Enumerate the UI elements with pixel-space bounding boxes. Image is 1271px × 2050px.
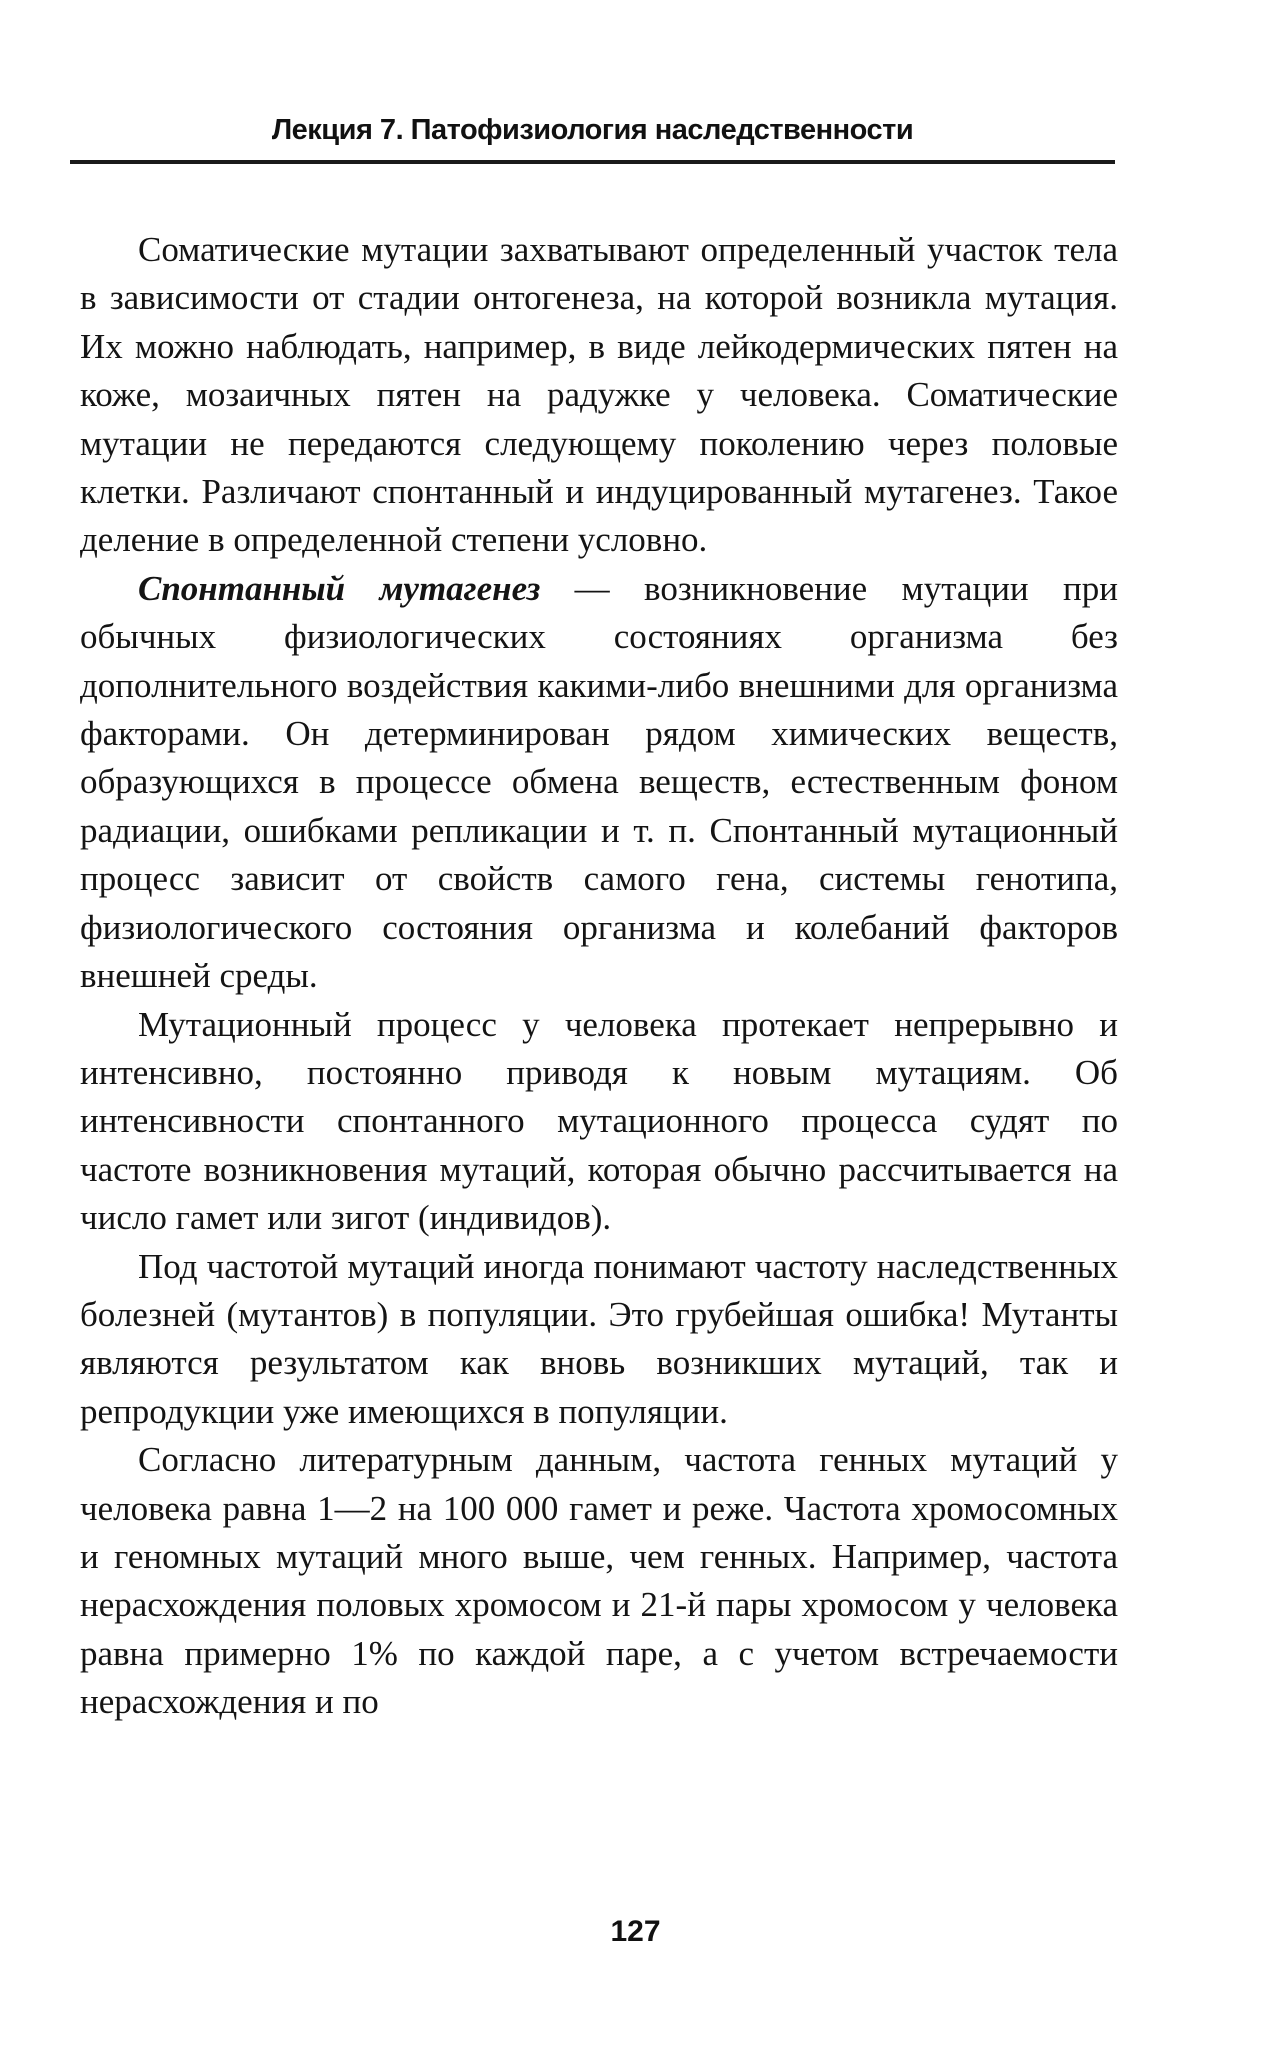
paragraph-text: Соматические мутации захватывают определенный участок тела в зависимости от стадии онтогенеза, на которой возникла мутация. Их можно наблюдать, например, в виде лейкодермических пятен на коже, мозаичных пятен на радужке у человека. Соматические мутации не передаются следующему поколению через половые клетки. Различают спонтанный и индуцированный мутагенез. Такое деление в определенной степени условно. — [80, 230, 1118, 560]
running-header: Лекция 7. Патофизиология наследственности — [271, 114, 914, 146]
paragraph-somatic-mutations — [80, 226, 1118, 565]
paragraph-mutation-frequency — [80, 1243, 1118, 1437]
header-rule — [70, 160, 1115, 164]
body-text — [80, 226, 1118, 1727]
paragraph-text: Согласно литературным данным, частота генных мутаций у человека равна 1—2 на 100 000 гамет и реже. Частота хромосомных и геномных мутаций много выше, чем генных. Например, частота нерасхождения половых хромосом и 21-й пары хромосом у человека равна примерно 1% по каждой паре, а с учетом встречаемости нерасхождения и по — [80, 1440, 1118, 1722]
paragraph-spontaneous-mutagenesis — [80, 565, 1118, 1001]
paragraph-literature-data — [80, 1436, 1118, 1726]
term-spontaneous-mutagenesis: Спонтанный мутагенез — [138, 568, 541, 608]
page-number: 127 — [610, 1915, 661, 1948]
paragraph-text: Мутационный процесс у человека протекает непрерывно и интенсивно, постоянно приводя к новым мутациям. Об интенсивности спонтанного мутационного процесса судят по частоте возникновения мутаций, которая обычно рассчитывается на число гамет или зигот (индивидов). — [80, 1004, 1118, 1238]
paragraph-text: Под частотой мутаций иногда понимают частоту наследственных болезней (мутантов) в популяции. Это грубейшая ошибка! Мутанты являются результатом как вновь возникших мутаций, так и репродукции уже имеющихся в популяции. — [80, 1246, 1118, 1431]
paragraph-text: — возникновение мутации при обычных физиологических состояниях организма без дополнительного воздействия какими-либо внешними для организма факторами. Он детерминирован рядом химических веществ, образующихся в процессе обмена веществ, естественным фоном радиации, ошибками репликации и т. п. Спонтанный мутационный процесс зависит от свойств самого гена, системы генотипа, физиологического состояния организма и колебаний факторов внешней среды. — [80, 568, 1118, 996]
paragraph-mutation-process — [80, 1001, 1118, 1243]
